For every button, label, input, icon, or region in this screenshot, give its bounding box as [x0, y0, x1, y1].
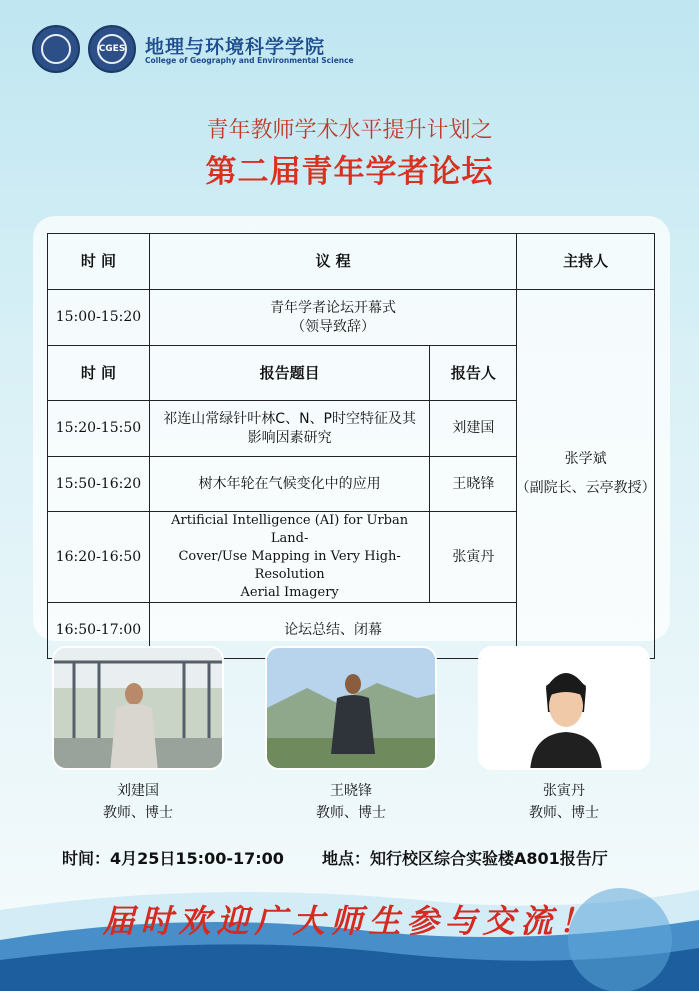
- speaker-photo-1: [52, 646, 224, 770]
- opening-note: （领导致辞）: [291, 318, 376, 335]
- welcome-banner: 届时欢迎广大师生参与交流！: [102, 902, 597, 940]
- closing-time: 16:50-17:00: [48, 603, 150, 659]
- event-location: 地点：知行校区综合实验楼A801报告厅: [322, 849, 608, 868]
- event-time: 时间：4月25日15:00-17:00: [62, 849, 284, 868]
- speaker-photo-3: [478, 646, 650, 770]
- college-name-en: College of Geography and Environmental Science: [145, 56, 354, 65]
- speaker-role: 教师、博士: [316, 805, 386, 821]
- opening-time: 15:00-15:20: [48, 290, 150, 346]
- college-logo: [88, 25, 136, 73]
- opening-row: [48, 290, 655, 346]
- col-agenda-header: 议 程: [149, 234, 516, 290]
- college-logo-text: CGES: [98, 44, 126, 54]
- talk-title: [149, 401, 430, 457]
- host-cell: [517, 290, 655, 659]
- speaker-name: 刘建国: [117, 783, 159, 799]
- host-title: （副院长、云亭教授）: [515, 480, 656, 496]
- event-title: 第二届青年学者论坛: [205, 154, 494, 190]
- event-subtitle: 青年教师学术水平提升计划之: [206, 118, 493, 143]
- sub-time-header: 时 间: [48, 346, 150, 401]
- talk-title: 树木年轮在气候变化中的应用: [149, 457, 430, 512]
- opening-cell: [149, 290, 516, 346]
- speaker-role: 教师、博士: [529, 805, 599, 821]
- talk-title-line: 影响因素研究: [247, 429, 332, 446]
- col-host-header: 主持人: [517, 234, 655, 290]
- closing-cell: 论坛总结、闭幕: [149, 603, 516, 659]
- speaker-name: 王晓锋: [330, 783, 372, 799]
- speaker-photo-2: [265, 646, 437, 770]
- opening-title: 青年学者论坛开幕式: [270, 299, 397, 316]
- speaker-role: 教师、博士: [103, 805, 173, 821]
- topic-header: 报告题目: [149, 346, 430, 401]
- col-time-header: 时 间: [48, 234, 150, 290]
- college-name-cn: 地理与环境科学学院: [145, 36, 326, 58]
- talk-title-line: Artificial Intelligence (AI) for Urban Land-: [171, 513, 409, 546]
- speaker-header: 报告人: [430, 346, 517, 401]
- speaker-name: 张寅丹: [543, 783, 585, 799]
- talk-title-line: Aerial Imagery: [240, 585, 339, 600]
- agenda-header-row: [48, 234, 655, 290]
- talk-title-line: Cover/Use Mapping in Very High-Resolution: [178, 549, 401, 582]
- talk-time: 15:20-15:50: [48, 401, 150, 457]
- talk-speaker: 张寅丹: [430, 512, 517, 603]
- talk-speaker: 刘建国: [430, 401, 517, 457]
- talk-speaker: 王晓锋: [430, 457, 517, 512]
- agenda-table: [47, 233, 655, 659]
- talk-time: 16:20-16:50: [48, 512, 150, 603]
- university-logo: [32, 25, 80, 73]
- talk-title: [149, 512, 430, 603]
- host-name: 张学斌: [564, 451, 607, 467]
- talk-title-line: 祁连山常绿针叶林C、N、P时空特征及其: [163, 410, 416, 427]
- talk-time: 15:50-16:20: [48, 457, 150, 512]
